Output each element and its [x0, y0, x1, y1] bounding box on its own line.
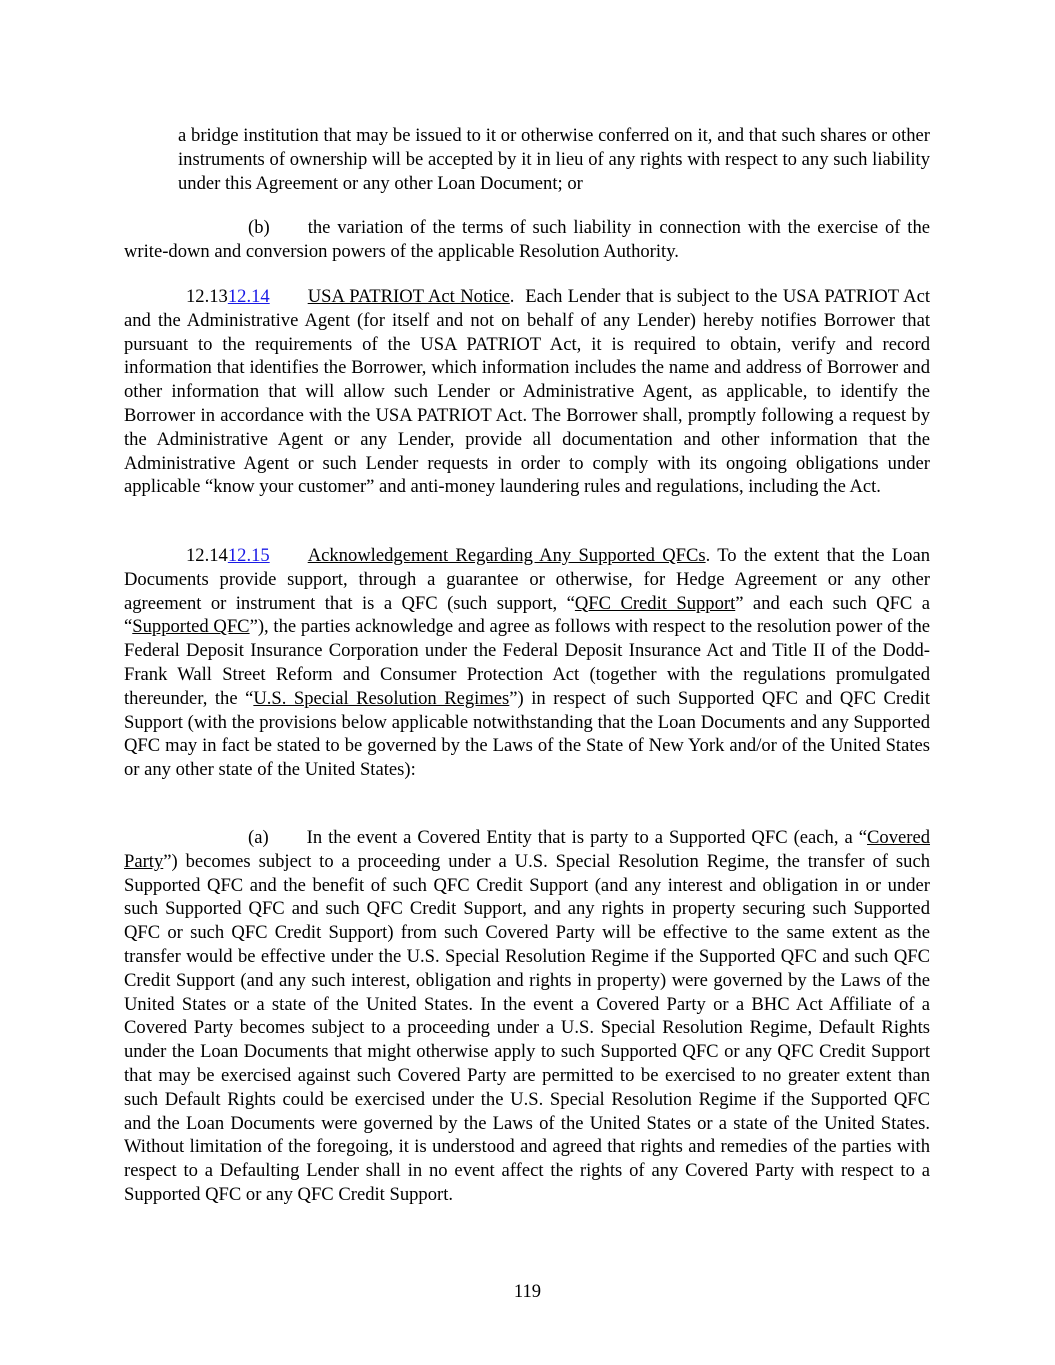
defined-term: U.S. Special Resolution Regimes	[253, 687, 510, 709]
clause-b-text: the variation of the terms of such liability in connection with the exercise of the write-down and conversion powers of the applicable Resolution Authority.	[124, 217, 930, 262]
section-heading: USA PATRIOT Act Notice	[307, 286, 510, 307]
section-body-part: ”) in respect of such Supported QFC and QFC Credit Support (with the provisions below applicable notwithstanding that the Loan Documents and any Supported QFC may in fact be stated to be governed by the Laws of the State of New York and/or of the United States or any other state of the United States):	[124, 687, 930, 781]
heading-period: .	[705, 545, 711, 566]
heading-period: .	[509, 286, 515, 307]
clause-a	[124, 826, 930, 1207]
continued-paragraph	[178, 124, 930, 195]
defined-term: Covered Party	[124, 827, 930, 872]
section-body-part: ” and each such QFC a “	[124, 592, 930, 638]
section-body-part: To the extent that the Loan Documents provide support, through a guarantee or otherwise, for Hedge Agreement or any other agreement or instrument that is a QFC (such support, “	[124, 545, 931, 614]
defined-term: QFC Credit Support	[574, 592, 736, 614]
clause-a-text: ”) becomes subject to a proceeding under a U.S. Special Resolution Regime, the transfer of such Supported QFC and the benefit of such QFC Credit Support (and any interest and obligation in or under such Supported QFC and such QFC Credit Support, and any rights in property securing such Supported QFC or such QFC Credit Support) from such Covered Party will be effective to the same extent as the transfer would be effective under the U.S. Special Resolution Regime if the Supported QFC and such QFC Credit Support (and any such interest, obligation and rights in property) were governed by the Laws of the United States or a state of the United States. In the event a Covered Party or a BHC Act Affiliate of a Covered Party becomes subject to a proceeding under a U.S. Special Resolution Regime, Default Rights under the Loan Documents that might otherwise apply to such Supported QFC or any QFC Credit Support that may be exercised against such Covered Party are permitted to be exercised to no greater extent than such Default Rights could be exercised under the U.S. Special Resolution Regime if the Supported QFC and the Loan Documents were governed by the Laws of the United States or a state of the United States. Without limitation of the foregoing, it is understood and agreed that rights and remedies of the parties with respect to a Defaulting Lender shall in no event affect the rights of any Covered Party with respect to a Supported QFC or any QFC Credit Support.	[124, 850, 930, 1205]
clause-a-label: (a)	[248, 827, 269, 848]
section-number-link[interactable]: 12.15	[227, 545, 270, 566]
continued-paragraph-text: a bridge institution that may be issued to it or otherwise conferred on it, and that such shares or other instruments of ownership will be accepted by it in lieu of any rights with respect to any such liability under this Agreement or any other Loan Document; or	[178, 125, 930, 194]
section-old-number: 12.14	[186, 545, 228, 566]
section-old-number: 12.13	[186, 286, 228, 307]
section-body: Each Lender that is subject to the USA PATRIOT Act and the Administrative Agent (for itself and not on behalf of any Lender) hereby notifies Borrower that pursuant to the requirements of the USA PATRIOT Act, it is required to obtain, verify and record information that identifies the Borrower, which information includes the name and address of Borrower and other information that will allow such Lender or Administrative Agent, as applicable, to identify the Borrower in accordance with the USA PATRIOT Act. The Borrower shall, promptly following a request by the Administrative Agent or any Lender, provide all documentation and other information that the Administrative Agent or such Lender requests in order to comply with its ongoing obligations under applicable “know your customer” and anti-money laundering rules and regulations, including the Act.	[124, 286, 930, 498]
section-body-part: ”), the parties acknowledge and agree as follows with respect to the resolution power of the Federal Deposit Insurance Corporation under the Federal Deposit Insurance Act and Title II of the Dodd-Frank Wall Street Reform and Consumer Protection Act (together with the regulations promulgated thereunder, the “	[124, 616, 930, 709]
section-supported-qfcs	[124, 544, 930, 782]
page-number: 119	[513, 1281, 542, 1302]
clause-b-label: (b)	[248, 217, 270, 238]
clause-b	[124, 216, 930, 264]
defined-term: Supported QFC	[132, 616, 250, 638]
section-usa-patriot-act	[124, 285, 930, 499]
section-heading: Acknowledgement Regarding Any Supported QFCs	[307, 545, 706, 566]
section-number-link[interactable]: 12.14	[227, 286, 270, 307]
clause-a-text: In the event a Covered Entity that is party to a Supported QFC (each, a “	[306, 827, 867, 848]
